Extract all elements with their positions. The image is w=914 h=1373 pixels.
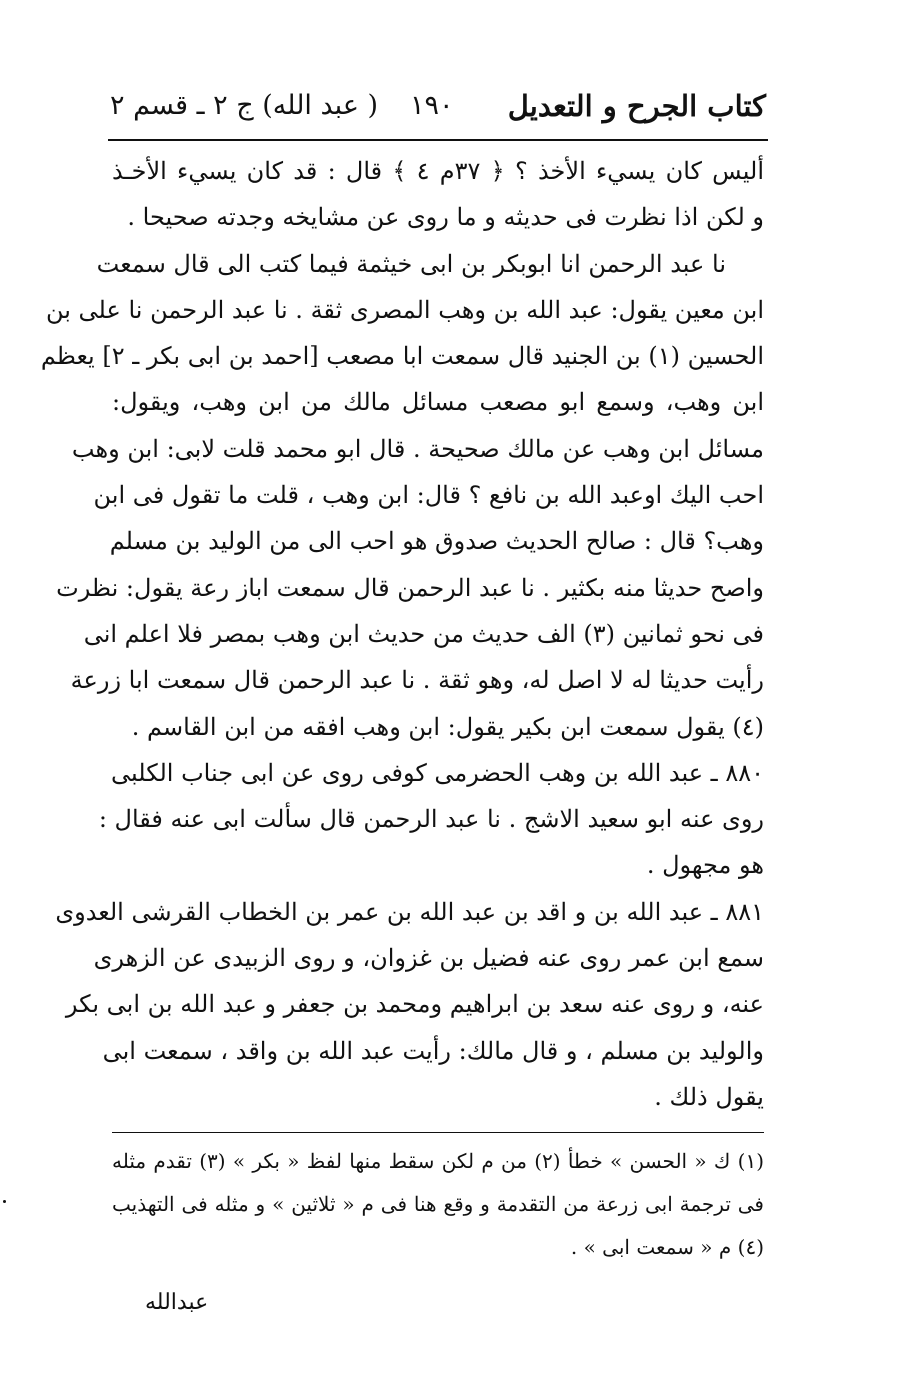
text-line: احب اليك اوعبد الله بن نافع ؟ قال: ابن وهب ، قلت ما تقول فى ابن	[93, 481, 764, 510]
entry-881-line: ٨٨١ ـ عبد الله بن و اقد بن عبد الله بن عمر بن الخطاب القرشى العدوى	[55, 897, 764, 926]
text-line: وهب؟ قال : صالح الحديث صدوق هو احب الى من الوليد بن مسلم	[109, 527, 764, 556]
text-line: هو مجهول .	[646, 851, 764, 880]
section-label: ( عبد الله) ج ٢ ـ قسم ٢	[110, 90, 379, 121]
footnote-line: فى ترجمة ابى زرعة من التقدمة و وقع هنا فى م « ثلاثين » و مثله فى التهذيب	[112, 1192, 764, 1216]
text-line: يقول ذلك .	[654, 1082, 764, 1111]
text-line: فى نحو ثمانين (٣) الف حديث من حديث ابن وهب بمصر فلا اعلم انى	[83, 619, 764, 648]
text-line: سمع ابن عمر روى عنه فضيل بن غزوان، و روى الزبيدى عن الزهرى	[93, 944, 764, 973]
text-line: و لكن اذا نظرت فى حديثه و ما روى عن مشايخه وجدته صحيحا .	[127, 203, 764, 232]
text-line: ابن معين يقول: عبد الله بن وهب المصرى ثقة . نا عبد الرحمن نا على بن	[45, 295, 764, 324]
book-title: كتاب الجرح و التعديل	[507, 89, 766, 123]
entry-880-line: ٨٨٠ ـ عبد الله بن وهب الحضرمى كوفى روى عن ابى جناب الكلبى	[111, 758, 764, 787]
catchword: عبدالله	[145, 1290, 209, 1315]
main-text	[40, 148, 764, 1120]
page-number: ١٩٠	[410, 90, 454, 121]
footnote-line: (٤) م « سمعت ابى » .	[570, 1235, 764, 1259]
text-line: الحسين (١) بن الجنيد قال سمعت ابا مصعب [احمد بن ابى بكر ـ ٢] يعظم	[40, 342, 764, 371]
running-header	[110, 84, 766, 128]
text-line: (٤) يقول سمعت ابن بكير يقول: ابن وهب افقه من ابن القاسم .	[131, 712, 764, 741]
text-line: نا عبد الرحمن انا ابوبكر بن ابى خيثمة فيما كتب الى قال سمعت	[96, 249, 726, 278]
text-line: والوليد بن مسلم ، و قال مالك: رأيت عبد الله بن واقد ، سمعت ابى	[102, 1036, 764, 1065]
header-rule	[108, 139, 768, 141]
footnote-rule	[112, 1132, 764, 1133]
text-line: رأيت حديثا له لا اصل له، وهو ثقة . نا عبد الرحمن قال سمعت ابا زرعة	[70, 666, 764, 695]
text-line: ابن وهب، وسمع ابو مصعب مسائل مالك من ابن وهب، ويقول:	[112, 388, 764, 417]
text-line: روى عنه ابو سعيد الاشج . نا عبد الرحمن قال سألت ابى عنه فقال :	[98, 805, 764, 834]
text-line: مسائل ابن وهب عن مالك صحيحة . قال ابو محمد قلت لابى: ابن وهب	[71, 434, 764, 463]
text-line: أليس كان يسيء الأخذ ؟ ﴿ ٣٧م ٤ ﴾ قال : قد كان يسيء الأخـذ	[112, 157, 764, 185]
text-line: واصح حديثا منه بكثير . نا عبد الرحمن قال سمعت اباز رعة يقول: نظرت	[56, 573, 764, 602]
margin-speck	[3, 1200, 6, 1203]
footnote-line: (١) ك « الحسن » خطأ (٢) من م لكن سقط منها لفظ « بكر » (٣) تقدم مثله	[112, 1149, 764, 1173]
footnotes	[112, 1140, 764, 1269]
text-line: عنه، و روى عنه سعد بن ابراهيم ومحمد بن جعفر و عبد الله بن ابى بكر	[65, 990, 764, 1019]
